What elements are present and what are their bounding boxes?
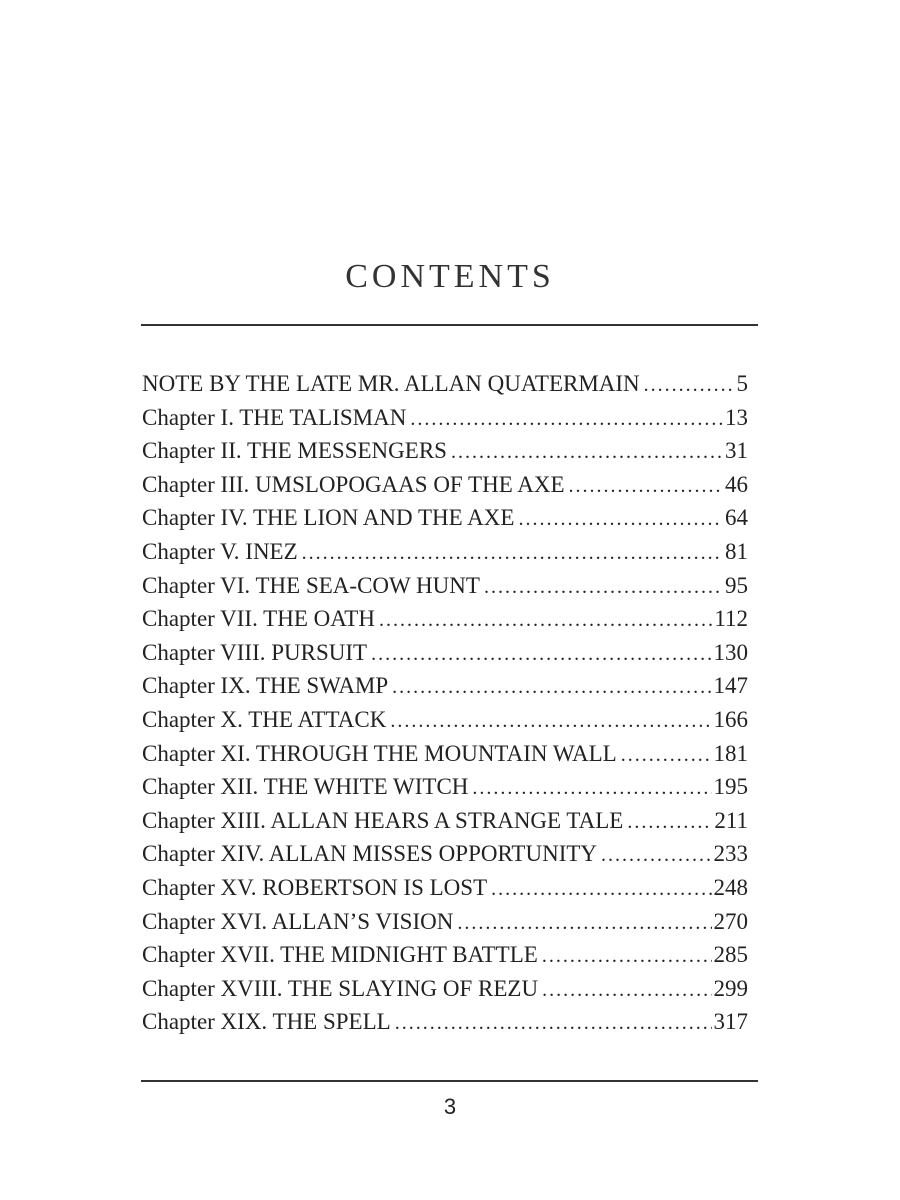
toc-entry-page: 181 <box>713 740 748 766</box>
dot-leader <box>390 705 711 737</box>
toc-entry[interactable] <box>142 535 748 569</box>
toc-entry-page: 5 <box>736 371 748 396</box>
toc-entry-page: 195 <box>713 774 748 800</box>
toc-entry[interactable] <box>142 669 748 703</box>
toc-entry[interactable] <box>142 1005 748 1039</box>
toc-entry[interactable] <box>142 703 748 737</box>
page-title: CONTENTS <box>345 258 555 295</box>
toc-entry[interactable] <box>142 401 748 435</box>
toc-entry-page: 147 <box>713 673 748 699</box>
toc-entry-page: 95 <box>725 572 748 598</box>
toc-entry-page: 112 <box>714 606 748 632</box>
dot-leader <box>542 974 711 1006</box>
toc-entry-title: Chapter XI. THROUGH THE MOUNTAIN WALL <box>142 740 617 766</box>
dot-leader <box>410 403 723 435</box>
toc-entry[interactable] <box>142 569 748 603</box>
dot-leader <box>542 940 712 972</box>
toc-entry-title: Chapter V. INEZ <box>142 538 298 564</box>
toc-entry-title: Chapter XII. THE WHITE WITCH <box>142 774 469 800</box>
toc-entry-page: 13 <box>725 404 748 430</box>
toc-entry[interactable] <box>142 804 748 838</box>
toc-entry[interactable] <box>142 938 748 972</box>
dot-leader <box>472 772 711 804</box>
dot-leader <box>627 806 712 838</box>
dot-leader <box>392 671 711 703</box>
dot-leader <box>371 638 711 670</box>
toc-entry-page: 270 <box>713 908 748 934</box>
toc-entry[interactable] <box>142 636 748 670</box>
toc-entry-title: Chapter XIV. ALLAN MISSES OPPORTUNITY <box>142 841 598 867</box>
dot-leader <box>395 1007 712 1039</box>
toc-entry[interactable] <box>142 737 748 771</box>
top-divider <box>141 324 758 326</box>
table-of-contents <box>142 367 748 1039</box>
toc-entry[interactable] <box>142 837 748 871</box>
dot-leader <box>569 470 723 502</box>
toc-entry[interactable] <box>142 871 748 905</box>
toc-entry-title: Chapter VIII. PURSUIT <box>142 639 368 665</box>
dot-leader <box>491 873 711 905</box>
toc-entry-title: Chapter IV. THE LION AND THE AXE <box>142 505 515 531</box>
dot-leader <box>379 604 712 636</box>
dot-leader <box>457 907 711 939</box>
toc-entry[interactable] <box>142 468 748 502</box>
toc-entry-page: 31 <box>725 438 748 464</box>
toc-entry-title: Chapter XVIII. THE SLAYING OF REZU <box>142 975 539 1001</box>
toc-entry-page: 46 <box>725 471 748 497</box>
toc-entry-title: NOTE BY THE LATE MR. ALLAN QUATERMAIN <box>142 371 640 396</box>
toc-entry[interactable] <box>142 434 748 468</box>
toc-entry-title: Chapter XIII. ALLAN HEARS A STRANGE TALE <box>142 807 624 833</box>
toc-entry-title: Chapter VI. THE SEA-COW HUNT <box>142 572 480 598</box>
toc-entry-title: Chapter VII. THE OATH <box>142 606 375 632</box>
toc-entry-page: 299 <box>713 975 748 1001</box>
toc-entry[interactable] <box>142 602 748 636</box>
toc-entry-title: Chapter II. THE MESSENGERS <box>142 438 447 464</box>
toc-entry-title: Chapter XV. ROBERTSON IS LOST <box>142 874 488 900</box>
toc-entry-title: Chapter IX. THE SWAMP <box>142 673 389 699</box>
dot-leader <box>621 739 712 771</box>
dot-leader <box>484 571 723 603</box>
toc-entry-title: Chapter XVII. THE MIDNIGHT BATTLE <box>142 942 538 968</box>
dot-leader <box>451 436 723 468</box>
toc-entry-page: 64 <box>725 505 748 531</box>
toc-entry-title: Chapter XIX. THE SPELL <box>142 1009 391 1035</box>
toc-entry[interactable] <box>142 501 748 535</box>
toc-entry-page: 166 <box>713 706 748 732</box>
toc-entry[interactable] <box>142 770 748 804</box>
dot-leader <box>601 839 711 871</box>
toc-entry-page: 248 <box>713 874 748 900</box>
toc-entry-page: 285 <box>713 942 748 968</box>
toc-entry[interactable] <box>142 905 748 939</box>
toc-entry-page: 211 <box>714 807 748 833</box>
toc-entry-title: Chapter XVI. ALLAN’S VISION <box>142 908 454 934</box>
dot-leader <box>302 537 723 569</box>
toc-entry-title: Chapter III. UMSLOPOGAAS OF THE AXE <box>142 471 565 497</box>
toc-entry-page: 130 <box>713 639 748 665</box>
toc-entry-page: 233 <box>713 841 748 867</box>
toc-entry[interactable] <box>142 972 748 1006</box>
page-number: 3 <box>443 1094 457 1119</box>
toc-entry-page: 317 <box>713 1009 748 1035</box>
toc-entry-title: Chapter X. THE ATTACK <box>142 706 387 732</box>
toc-entry-title: Chapter I. THE TALISMAN <box>142 404 407 430</box>
toc-entry-page: 81 <box>725 538 748 564</box>
dot-leader <box>518 503 723 535</box>
toc-entry[interactable] <box>142 367 748 401</box>
dot-leader <box>644 369 735 401</box>
bottom-divider <box>141 1080 758 1082</box>
